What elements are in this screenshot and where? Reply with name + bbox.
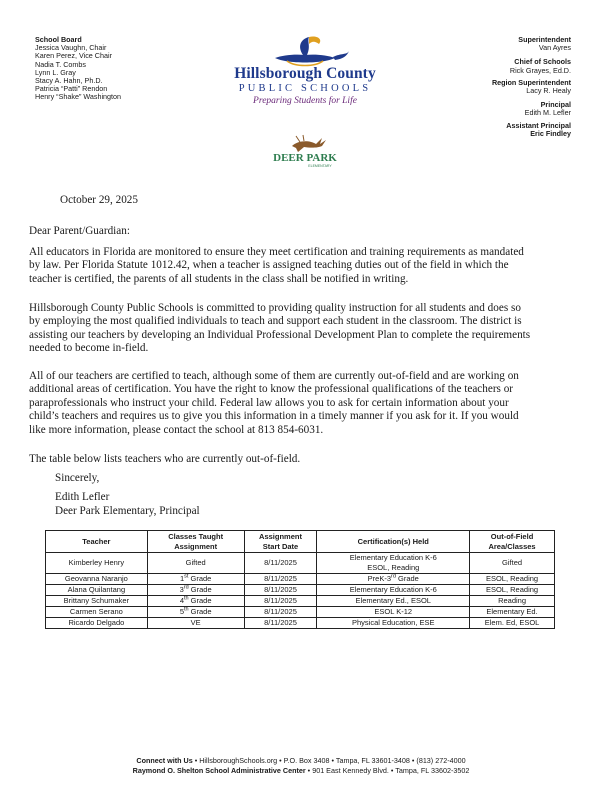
salutation: Dear Parent/Guardian: [29, 225, 130, 237]
admin-name: Rick Grayes, Ed.D. [509, 65, 571, 75]
cell-teacher: Brittany Schumaker [46, 595, 148, 606]
table-row [46, 617, 555, 628]
cell-start-date: 8/11/2025 [244, 606, 317, 617]
footer-line-1: Connect with Us • HillsboroughSchools.org • P.O. Box 3408 • Tampa, FL 33601-3408 • (813) 272-4000 [136, 756, 466, 765]
out-of-field-table [45, 530, 555, 629]
school-board-heading: School Board [35, 35, 82, 44]
letter-footer [0, 756, 602, 776]
paragraph-line: paraprofessionals who instruct your child. Federal law allows you to ask for certain information about your [29, 396, 509, 409]
paragraph-line: Hillsborough County Public Schools is committed to providing quality instruction for all students and does so [29, 302, 521, 314]
cell-class: VE [147, 617, 244, 628]
board-member: Henry “Shake” Washington [35, 92, 122, 102]
cell-certification: Elementary Ed., ESOL [317, 595, 470, 606]
admin-role: Principal [540, 100, 571, 110]
cell-certification: ESOL K-12 [317, 606, 470, 617]
cell-certification: Elementary Education K-6 ESOL, Reading [317, 553, 470, 574]
table-row [46, 606, 555, 617]
closing: Sincerely, [55, 472, 100, 484]
admin-role: Superintendent [518, 35, 571, 44]
cell-start-date: 8/11/2025 [244, 595, 317, 606]
cell-start-date: 8/11/2025 [244, 617, 317, 628]
board-member: Nadia T. Combs [35, 59, 86, 69]
cell-out-of-field: Gifted [470, 553, 555, 574]
cell-start-date: 8/11/2025 [244, 553, 317, 574]
paragraph-line: by employing the most qualified individuals to teach and support each student in the classroom. The district is [29, 315, 522, 328]
column-header-out-of-field: Out-of-Field Area/Classes [470, 531, 555, 553]
board-member: Patricia “Patti” Rendon [35, 84, 108, 94]
deer-park-logo [270, 134, 340, 170]
column-header-classes: Classes Taught Assignment [147, 531, 244, 553]
cell-teacher: Carmen Serano [46, 606, 148, 617]
cell-teacher: Alana Quilantang [46, 584, 148, 595]
admin-name: Lacy R. Healy [526, 86, 571, 96]
cell-class: 5th Grade [147, 606, 244, 617]
paragraph-3 [29, 370, 579, 437]
board-member: Jessica Vaughn, Chair [35, 43, 107, 53]
cell-out-of-field: Elementary Ed. [470, 606, 555, 617]
cell-class: 1st Grade [147, 573, 244, 584]
paragraph-line: by law. Per Florida Statute 1012.42, when a teacher is assigned teaching duties out of the field in which the [29, 259, 509, 272]
cell-start-date: 8/11/2025 [244, 584, 317, 595]
board-member: Stacy A. Hahn, Ph.D. [35, 76, 103, 86]
board-member: Karen Perez, Vice Chair [35, 51, 112, 61]
admin-role: Assistant Principal [506, 120, 571, 130]
public-schools-label: PUBLIC SCHOOLS [238, 83, 372, 94]
paragraph-line: needed to become in-field. [29, 342, 149, 355]
table-row [46, 573, 555, 584]
footer-line-2: Raymond O. Shelton School Administrative Center • 901 East Kennedy Blvd. • Tampa, FL 33602-3502 [132, 766, 470, 775]
cell-certification: Elementary Education K-6 [317, 584, 470, 595]
letter-date: October 29, 2025 [60, 194, 138, 206]
paragraph-line: like more information, please contact the school at 813 854-6031. [29, 423, 324, 436]
table-row [46, 584, 555, 595]
cell-certification: PreK-3rd Grade [317, 573, 470, 584]
cell-class: 4th Grade [147, 595, 244, 606]
table-header-row [46, 531, 555, 553]
administration-list [421, 36, 571, 138]
admin-name: Edith M. Lefler [524, 108, 571, 118]
cell-out-of-field: Reading [470, 595, 555, 606]
column-header-teacher: Teacher [46, 531, 148, 553]
district-name: Hillsborough County [234, 65, 376, 82]
paragraph-line: All educators in Florida are monitored to ensure they meet certification and training requirements as mandated [29, 246, 524, 258]
admin-name: Van Ayres [538, 43, 571, 53]
deer-park-logo-text: DEER PARK [273, 152, 337, 164]
table-intro: The table below lists teachers who are currently out-of-field. [29, 453, 301, 465]
cell-out-of-field: Elem. Ed, ESOL [470, 617, 555, 628]
district-logo [205, 34, 405, 107]
table-row [46, 595, 555, 606]
board-member: Lynn L. Gray [35, 67, 76, 77]
district-tagline: Preparing Students for Life [253, 96, 357, 106]
paragraph-2 [29, 302, 579, 356]
admin-role: Region Superintendent [491, 77, 571, 87]
table-row [46, 553, 555, 574]
paragraph-line: additional areas of certification. You have the right to know the professional qualifications of the teachers or [29, 383, 514, 396]
school-board-list [35, 36, 185, 102]
paragraph-line: child’s teachers and requires us to give you this information in a timely manner if you ask for it. If you would [29, 410, 519, 423]
paragraph-line: All of our teachers are certified to teach, although some of them are currently out-of-field and are working on [29, 370, 519, 382]
paragraph-line: assisting our teachers by developing an Individual Professional Development Plan to complete the requirements [29, 328, 531, 341]
admin-role: Chief of Schools [514, 57, 571, 67]
signer-title: Deer Park Elementary, Principal [55, 505, 200, 517]
paragraph-line: teacher is certified, the parents of all students in the class shall be notified in writing. [29, 272, 409, 285]
signer-name: Edith Lefler [55, 491, 110, 503]
cell-class: 3rd Grade [147, 584, 244, 595]
cell-certification: Physical Education, ESE [317, 617, 470, 628]
cell-class: Gifted [147, 553, 244, 574]
cell-teacher: Kimberley Henry [46, 553, 148, 574]
deer-park-logo-subtext: ELEMENTARY [308, 164, 332, 168]
cell-teacher: Ricardo Delgado [46, 617, 148, 628]
cell-out-of-field: ESOL, Reading [470, 573, 555, 584]
cell-out-of-field: ESOL, Reading [470, 584, 555, 595]
column-header-certification: Certification(s) Held [317, 531, 470, 553]
admin-name: Eric Findley [530, 128, 571, 138]
lamp-of-learning-icon [257, 34, 353, 68]
cell-teacher: Geovanna Naranjo [46, 573, 148, 584]
paragraph-1 [29, 246, 579, 286]
column-header-start-date: Assignment Start Date [244, 531, 317, 553]
cell-start-date: 8/11/2025 [244, 573, 317, 584]
